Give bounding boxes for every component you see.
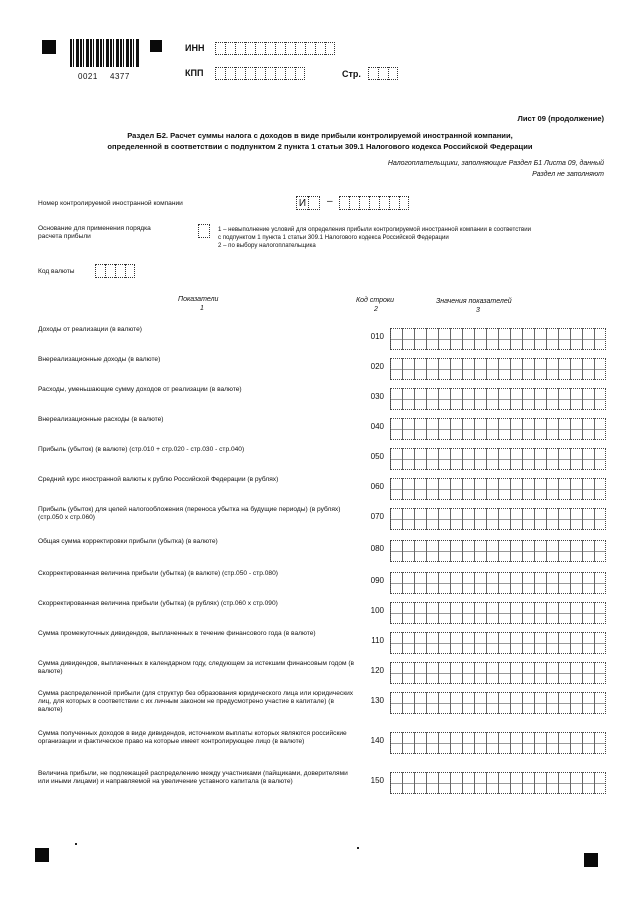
table-row-value-field[interactable] — [390, 572, 606, 594]
table-row-value-field[interactable] — [390, 632, 606, 654]
note-line2: Раздел не заполняют — [532, 171, 604, 178]
corner-marker-top-left — [42, 40, 56, 54]
table-row-label: Внереализационные расходы (в валюте) — [38, 416, 164, 423]
table-row-code: 050 — [370, 452, 384, 461]
table-row-code: 110 — [371, 636, 384, 645]
col3-num: 3 — [476, 307, 480, 314]
corner-marker-top-mid — [150, 40, 162, 52]
table-row-code: 070 — [370, 512, 384, 521]
corner-marker-bottom-right — [584, 853, 598, 867]
table-row-label: Скорректированная величина прибыли (убытка) (в валюте) (стр.050 - стр.080) — [38, 570, 278, 577]
table-row-code: 120 — [370, 666, 384, 675]
basis-option1-line1: 1 – невыполнение условий для определения прибыли контролируемой иностранной компании в соответствии — [218, 226, 532, 233]
corner-marker-bottom-left — [35, 848, 49, 862]
company-number-dash: – — [327, 196, 333, 207]
table-row-label: Доходы от реализации (в валюте) — [38, 326, 142, 333]
col2-num: 2 — [374, 306, 378, 313]
table-row-value-field[interactable] — [390, 772, 606, 794]
table-row-code: 010 — [370, 332, 384, 341]
basis-label-line1: Основание для применения порядка — [38, 225, 151, 232]
table-row-label: Сумма полученных доходов в виде дивидендов, источником выплаты которых являются российские организации и фактическое право на которые имеет контролирующее лицо (в валюте) — [38, 730, 347, 745]
table-row-label: Сумма распределенной прибыли (для структур без образования юридического лица или юридических лиц, для которых в соответствии с их личным законом не предусмотрено участие в капитале) (в валюте) — [38, 690, 354, 713]
currency-code-field[interactable] — [95, 264, 135, 278]
table-row-value-field[interactable] — [390, 540, 606, 562]
col2-header: Код строки — [356, 297, 395, 304]
table-row-label: Общая сумма корректировки прибыли (убытка) (в валюте) — [38, 538, 218, 545]
section-title-line1: Раздел Б2. Расчет суммы налога с доходов в виде прибыли контролируемой иностранной компании, — [127, 131, 513, 140]
table-row-value-field[interactable] — [390, 692, 606, 714]
table-row-value-field[interactable] — [390, 662, 606, 684]
inn-field[interactable] — [215, 42, 335, 55]
table-row-code: 060 — [370, 482, 384, 491]
table-row-value-field[interactable] — [390, 448, 606, 470]
table-row-code: 090 — [370, 576, 384, 585]
table-row-value-field[interactable] — [390, 508, 606, 530]
company-number-label: Номер контролируемой иностранной компании — [38, 200, 183, 207]
table-row-label: Скорректированная величина прибыли (убытка) (в рублях) (стр.060 х стр.090) — [38, 600, 278, 607]
table-row-label: Сумма промежуточных дивидендов, выплаченных в течение финансового года (в валюте) — [38, 630, 316, 637]
note-line1: Налогоплательщики, заполняющие Раздел Б1 Листа 09, данный — [387, 160, 604, 167]
table-row-code: 150 — [370, 776, 384, 785]
kpp-label: КПП — [185, 68, 204, 78]
table-row-label: Сумма дивидендов, выплаченных в календарном году, следующем за истекшим финансовым годом (в валюте) — [38, 660, 355, 675]
table-row-label: Прибыль (убыток) (в валюте) (стр.010 + стр.020 - стр.030 - стр.040) — [38, 446, 245, 453]
company-number-prefix-field[interactable] — [296, 196, 320, 210]
col1-num: 1 — [200, 305, 204, 312]
basis-option2: 2 – по выбору налогоплательщика — [218, 242, 316, 249]
table-row-value-field[interactable] — [390, 418, 606, 440]
table-row-code: 140 — [370, 736, 384, 745]
table-row-code: 040 — [370, 422, 384, 431]
page-label: Стр. — [342, 69, 361, 79]
barcode-number-right: 4377 — [110, 72, 130, 81]
table-row-code: 130 — [370, 696, 384, 705]
sheet-continuation: Лист 09 (продолжение) — [517, 114, 604, 123]
currency-code-label: Код валюты — [38, 268, 75, 275]
table-row-label: Величина прибыли, не подлежащей распределению между участниками (пайщиками, доверителями или иными лицами) и направляемой на увеличение уставного капитала (в валюте) — [38, 770, 348, 785]
col3-header: Значения показателей — [436, 298, 512, 305]
barcode-number-left: 0021 — [78, 72, 98, 81]
kpp-field[interactable] — [215, 67, 305, 80]
table-row-code: 080 — [370, 544, 384, 553]
table-row-value-field[interactable] — [390, 602, 606, 624]
table-row-label: Расходы, уменьшающие сумму доходов от реализации (в валюте) — [38, 386, 242, 393]
company-number-field[interactable] — [339, 196, 409, 210]
table-row-label: Внереализационные доходы (в валюте) — [38, 356, 161, 363]
scan-dot — [75, 843, 77, 845]
table-row-value-field[interactable] — [390, 388, 606, 410]
table-row-value-field[interactable] — [390, 358, 606, 380]
table-row-label: Прибыль (убыток) для целей налогообложения (переноса убытка на будущие периоды) (в рублях) (стр.050 х стр.060) — [38, 506, 341, 521]
inn-label: ИНН — [185, 43, 205, 53]
table-row-value-field[interactable] — [390, 478, 606, 500]
basis-label-line2: расчета прибыли — [38, 233, 91, 240]
basis-option1-line2: с подпунктом 1 пункта 1 статьи 309.1 Налогового кодекса Российской Федерации — [218, 234, 449, 241]
col1-header: Показатели — [178, 296, 219, 303]
table-row-code: 030 — [370, 392, 384, 401]
table-row-label: Средний курс иностранной валюты к рублю Российской Федерации (в рублях) — [38, 476, 279, 483]
table-row-value-field[interactable] — [390, 732, 606, 754]
table-row-value-field[interactable] — [390, 328, 606, 350]
page-field[interactable] — [368, 67, 398, 80]
section-title-line2: определенной в соответствии с подпунктом 2 пункта 1 статьи 309.1 Налогового кодекса Российской Федерации — [107, 142, 533, 151]
table-row-code: 100 — [370, 606, 384, 615]
barcode-image — [70, 39, 140, 67]
company-number-prefix: И — [296, 196, 308, 210]
table-row-code: 020 — [370, 362, 384, 371]
scan-dot — [357, 847, 359, 849]
basis-field[interactable] — [198, 224, 210, 238]
